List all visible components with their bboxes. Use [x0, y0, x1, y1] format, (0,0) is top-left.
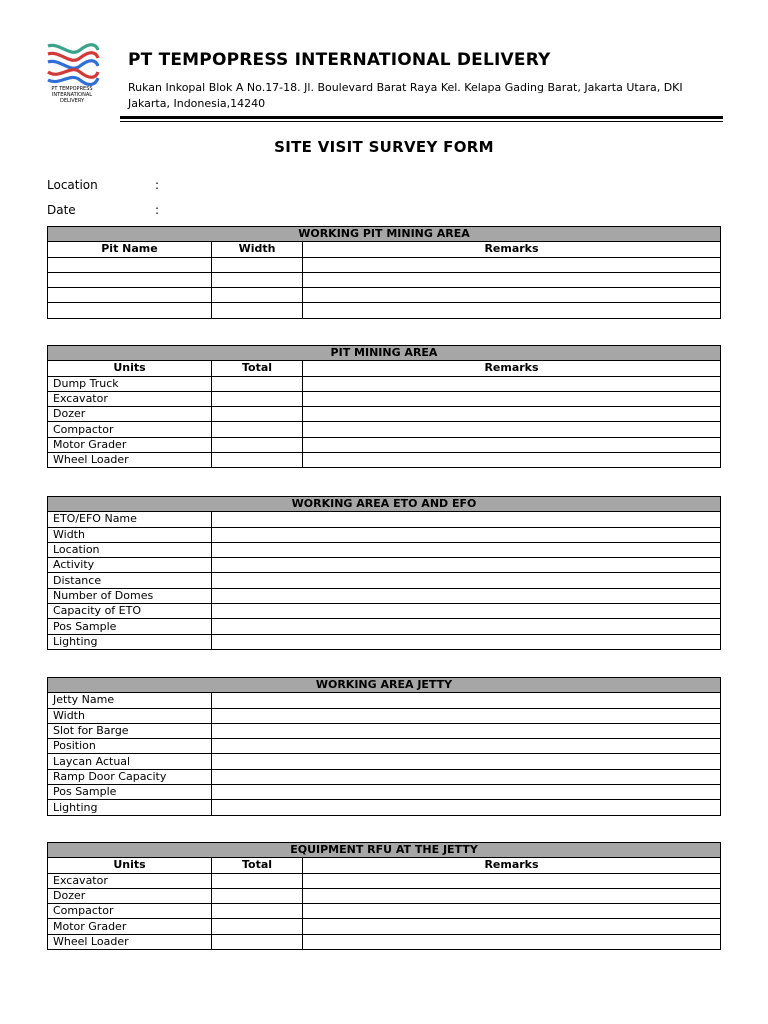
table-row — [48, 391, 721, 406]
row-label: Wheel Loader — [48, 453, 212, 468]
empty-cell[interactable] — [212, 257, 303, 272]
row-label: Pos Sample — [48, 785, 212, 800]
table-row — [48, 272, 721, 287]
remarks-cell[interactable] — [303, 437, 721, 452]
table-row — [48, 303, 721, 318]
remarks-cell[interactable] — [303, 376, 721, 391]
column-header: Width — [212, 242, 303, 257]
company-name: PT TEMPOPRESS INTERNATIONAL DELIVERY — [128, 50, 551, 70]
table-row — [48, 873, 721, 888]
row-label: Distance — [48, 573, 212, 588]
section-title: EQUIPMENT RFU AT THE JETTY — [48, 843, 721, 858]
header-divider-thick — [120, 116, 723, 119]
table-row — [48, 800, 721, 815]
row-label: Excavator — [48, 391, 212, 406]
row-label: Ramp Door Capacity — [48, 769, 212, 784]
jetty-table — [47, 677, 721, 816]
row-label: Slot for Barge — [48, 723, 212, 738]
table-row — [48, 573, 721, 588]
row-label: Compactor — [48, 422, 212, 437]
form-title: SITE VISIT SURVEY FORM — [274, 138, 494, 156]
date-label: Date — [47, 203, 76, 217]
table-row — [48, 422, 721, 437]
empty-cell[interactable] — [48, 257, 212, 272]
table-row — [48, 453, 721, 468]
column-header: Remarks — [303, 858, 721, 873]
value-cell[interactable] — [212, 785, 721, 800]
value-cell[interactable] — [212, 588, 721, 603]
table-row — [48, 558, 721, 573]
pit-mining-table — [47, 345, 721, 468]
row-label: Excavator — [48, 873, 212, 888]
row-label: Activity — [48, 558, 212, 573]
row-label: Width — [48, 527, 212, 542]
date-colon: : — [155, 203, 160, 217]
remarks-cell[interactable] — [303, 407, 721, 422]
section-title: WORKING AREA ETO AND EFO — [48, 497, 721, 512]
column-header: Units — [48, 361, 212, 376]
row-label: Motor Grader — [48, 437, 212, 452]
row-label: Laycan Actual — [48, 754, 212, 769]
table-row — [48, 376, 721, 391]
empty-cell[interactable] — [303, 303, 721, 318]
remarks-cell[interactable] — [303, 453, 721, 468]
row-label: Position — [48, 739, 212, 754]
table-row — [48, 437, 721, 452]
value-cell[interactable] — [212, 693, 721, 708]
value-cell[interactable] — [212, 604, 721, 619]
total-cell[interactable] — [212, 422, 303, 437]
eto-efo-table — [47, 496, 721, 650]
table-row — [48, 785, 721, 800]
value-cell[interactable] — [212, 558, 721, 573]
total-cell[interactable] — [212, 437, 303, 452]
logo-text — [44, 86, 100, 104]
table-row — [48, 619, 721, 634]
column-header: Total — [212, 858, 303, 873]
value-cell[interactable] — [212, 527, 721, 542]
empty-cell[interactable] — [303, 257, 721, 272]
remarks-cell[interactable] — [303, 934, 721, 949]
equipment-table — [47, 842, 721, 950]
total-cell[interactable] — [212, 407, 303, 422]
value-cell[interactable] — [212, 800, 721, 815]
table-row — [48, 904, 721, 919]
column-header: Units — [48, 858, 212, 873]
logo-line: INTERNATIONAL — [51, 92, 93, 98]
row-label: Wheel Loader — [48, 934, 212, 949]
empty-cell[interactable] — [212, 272, 303, 287]
empty-cell[interactable] — [48, 288, 212, 303]
row-label: Dozer — [48, 888, 212, 903]
row-label: Lighting — [48, 800, 212, 815]
remarks-cell[interactable] — [303, 422, 721, 437]
table-row — [48, 542, 721, 557]
remarks-cell[interactable] — [303, 919, 721, 934]
remarks-cell[interactable] — [303, 888, 721, 903]
section-title: WORKING AREA JETTY — [48, 678, 721, 693]
value-cell[interactable] — [212, 723, 721, 738]
total-cell[interactable] — [212, 453, 303, 468]
total-cell[interactable] — [212, 873, 303, 888]
row-label: Capacity of ETO — [48, 604, 212, 619]
value-cell[interactable] — [212, 708, 721, 723]
column-header: Remarks — [303, 361, 721, 376]
empty-cell[interactable] — [303, 288, 721, 303]
value-cell[interactable] — [212, 754, 721, 769]
logo-line: PT TEMPOPRESS — [51, 86, 93, 92]
value-cell[interactable] — [212, 542, 721, 557]
row-label: Width — [48, 708, 212, 723]
value-cell[interactable] — [212, 739, 721, 754]
logo-line: DELIVERY — [59, 98, 85, 104]
total-cell[interactable] — [212, 888, 303, 903]
value-cell[interactable] — [212, 573, 721, 588]
row-label: Jetty Name — [48, 693, 212, 708]
company-address: Rukan Inkopal Blok A No.17-18. Jl. Boulevard Barat Raya Kel. Kelapa Gading Barat, Jakarta Utara, DKI Jakarta, Indonesia,14240 — [128, 81, 683, 110]
value-cell[interactable] — [212, 512, 721, 527]
table-row — [48, 934, 721, 949]
table-row — [48, 769, 721, 784]
value-cell[interactable] — [212, 769, 721, 784]
table-row — [48, 257, 721, 272]
row-label: Number of Domes — [48, 588, 212, 603]
column-header: Remarks — [303, 242, 721, 257]
table-row — [48, 588, 721, 603]
empty-cell[interactable] — [212, 303, 303, 318]
row-label: Dozer — [48, 407, 212, 422]
row-label: Pos Sample — [48, 619, 212, 634]
row-label: Dump Truck — [48, 376, 212, 391]
total-cell[interactable] — [212, 919, 303, 934]
table-row — [48, 888, 721, 903]
table-row — [48, 708, 721, 723]
row-label: Lighting — [48, 634, 212, 649]
table-row — [48, 604, 721, 619]
total-cell[interactable] — [212, 376, 303, 391]
header-divider-thin — [120, 121, 723, 122]
row-label: Motor Grader — [48, 919, 212, 934]
table-row — [48, 634, 721, 649]
empty-cell[interactable] — [48, 303, 212, 318]
table-row — [48, 739, 721, 754]
row-label: ETO/EFO Name — [48, 512, 212, 527]
empty-cell[interactable] — [212, 288, 303, 303]
empty-cell[interactable] — [303, 272, 721, 287]
total-cell[interactable] — [212, 391, 303, 406]
table-row — [48, 288, 721, 303]
table-row — [48, 723, 721, 738]
table-row — [48, 407, 721, 422]
total-cell[interactable] — [212, 934, 303, 949]
logo-wave-icon — [44, 42, 100, 86]
section-title: WORKING PIT MINING AREA — [48, 227, 721, 242]
location-label: Location — [47, 178, 98, 192]
empty-cell[interactable] — [48, 272, 212, 287]
remarks-cell[interactable] — [303, 873, 721, 888]
company-logo — [44, 42, 100, 112]
table-row — [48, 754, 721, 769]
column-header: Total — [212, 361, 303, 376]
remarks-cell[interactable] — [303, 904, 721, 919]
table-row — [48, 919, 721, 934]
section-title: PIT MINING AREA — [48, 346, 721, 361]
location-colon: : — [155, 178, 160, 192]
working-pit-table — [47, 226, 721, 319]
column-header: Pit Name — [48, 242, 212, 257]
remarks-cell[interactable] — [303, 391, 721, 406]
value-cell[interactable] — [212, 634, 721, 649]
table-row — [48, 527, 721, 542]
row-label: Location — [48, 542, 212, 557]
table-row — [48, 512, 721, 527]
total-cell[interactable] — [212, 904, 303, 919]
value-cell[interactable] — [212, 619, 721, 634]
row-label: Compactor — [48, 904, 212, 919]
table-row — [48, 693, 721, 708]
